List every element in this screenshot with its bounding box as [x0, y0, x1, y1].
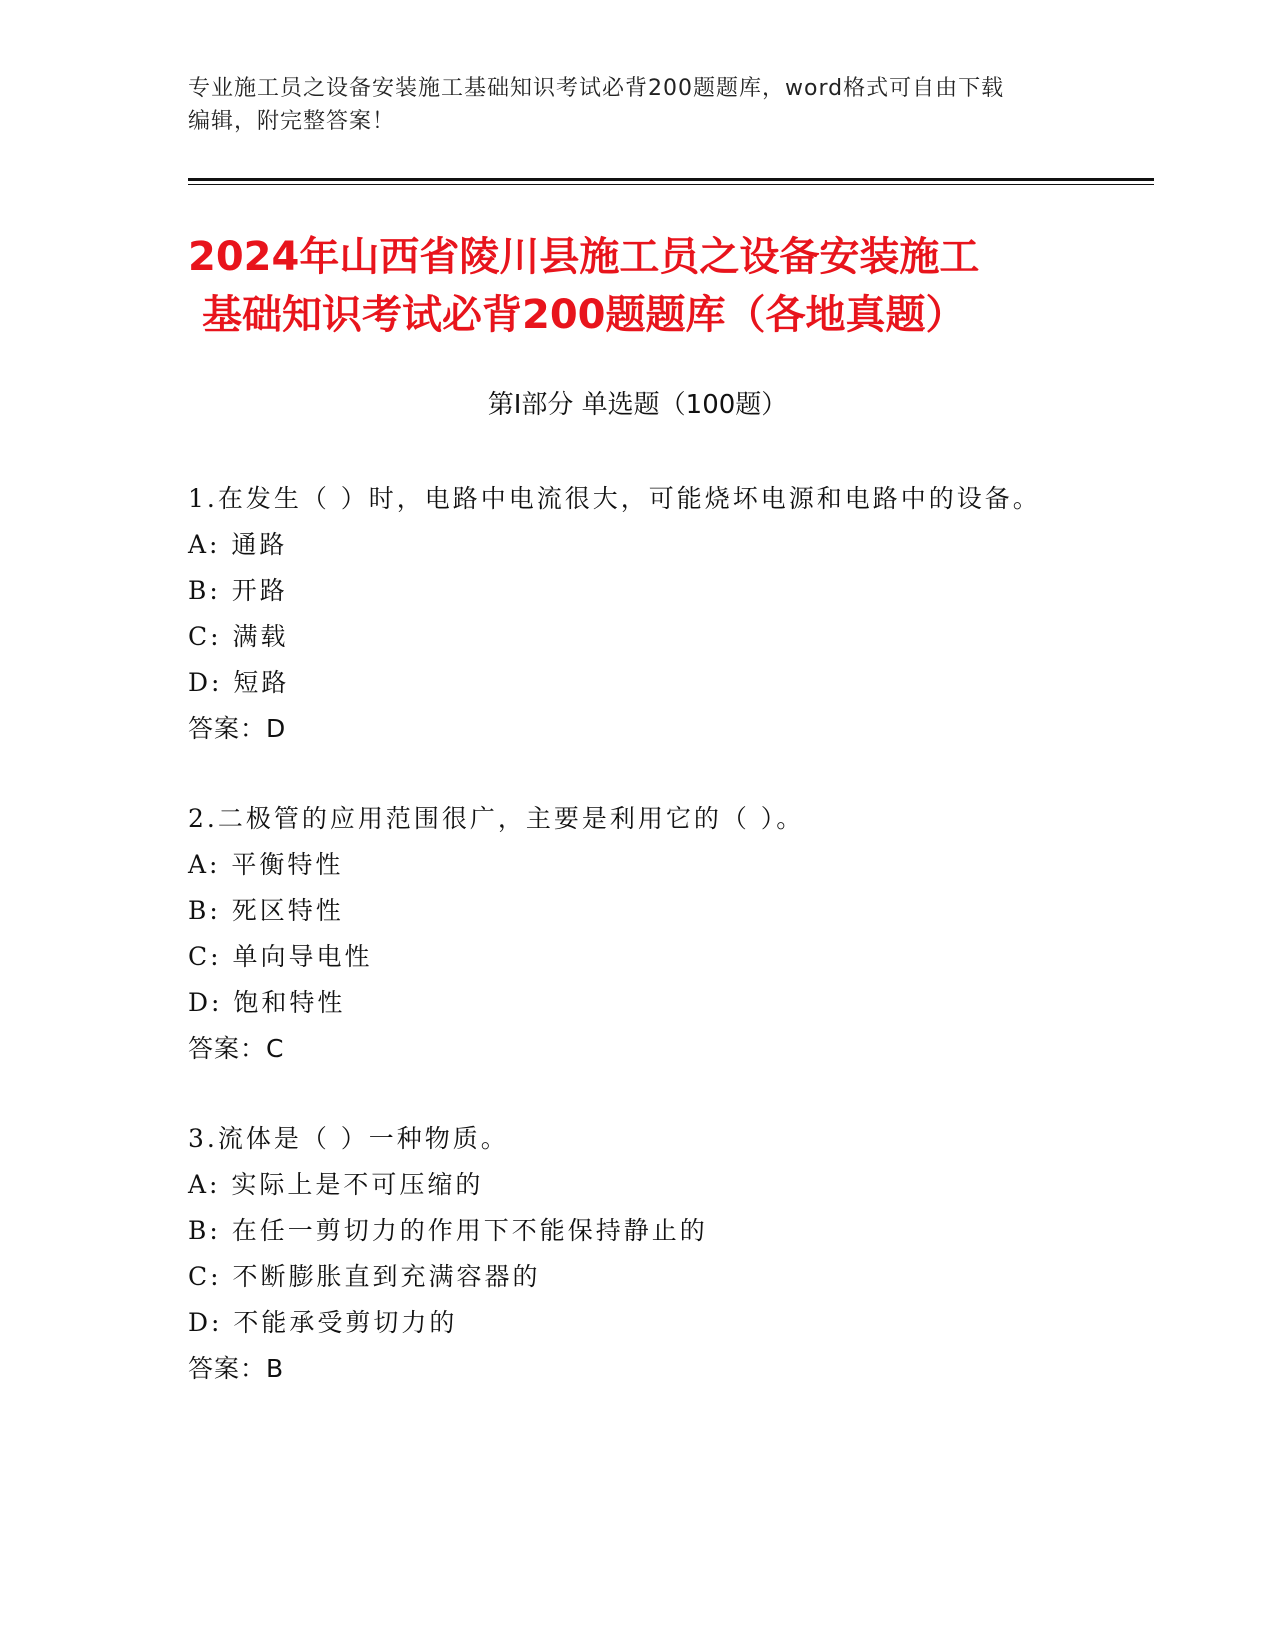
- answer: 答案：D: [188, 714, 287, 743]
- answer: 答案：B: [188, 1354, 285, 1383]
- option-d: D: 不能承受剪切力的: [188, 1308, 458, 1337]
- section-heading: 第Ⅰ部分 单选题（100题）: [487, 390, 788, 420]
- header-divider-thin: [188, 184, 1154, 185]
- option-c: C: 满载: [188, 622, 289, 651]
- option-a: A: 实际上是不可压缩的: [188, 1170, 484, 1199]
- question-stem: 3.流体是（ ）一种物质。: [188, 1124, 509, 1153]
- option-b: B: 在任一剪切力的作用下不能保持静止的: [188, 1216, 708, 1245]
- document-title: [188, 228, 1154, 344]
- option-a: A: 平衡特性: [188, 850, 344, 879]
- option-b: B: 死区特性: [188, 896, 344, 925]
- document-title-line-2: 基础知识考试必背200题题库（各地真题）: [202, 292, 966, 338]
- header-divider-thick: [188, 178, 1154, 181]
- option-d: D: 短路: [188, 668, 290, 697]
- option-c: C: 不断膨胀直到充满容器的: [188, 1262, 541, 1291]
- question-3: [188, 1116, 1154, 1392]
- answer: 答案：C: [188, 1034, 285, 1063]
- header-note-line-2: 编辑，附完整答案！: [188, 109, 396, 134]
- option-d: D: 饱和特性: [188, 988, 346, 1017]
- option-c: C: 单向导电性: [188, 942, 373, 971]
- question-list: [188, 476, 1154, 1436]
- question-1: [188, 476, 1154, 752]
- question-stem: 1.在发生（ ）时，电路中电流很大，可能烧坏电源和电路中的设备。: [188, 484, 1041, 513]
- document-title-line-1: 2024年山西省陵川县施工员之设备安装施工: [188, 234, 980, 280]
- question-2: [188, 796, 1154, 1072]
- option-b: B: 开路: [188, 576, 288, 605]
- option-a: A: 通路: [188, 530, 288, 559]
- header-note: [188, 72, 1088, 138]
- question-stem: 2.二极管的应用范围很广，主要是利用它的（ ）。: [188, 804, 805, 833]
- header-note-line-1: 专业施工员之设备安装施工基础知识考试必背200题题库，word格式可自由下载: [188, 76, 1005, 101]
